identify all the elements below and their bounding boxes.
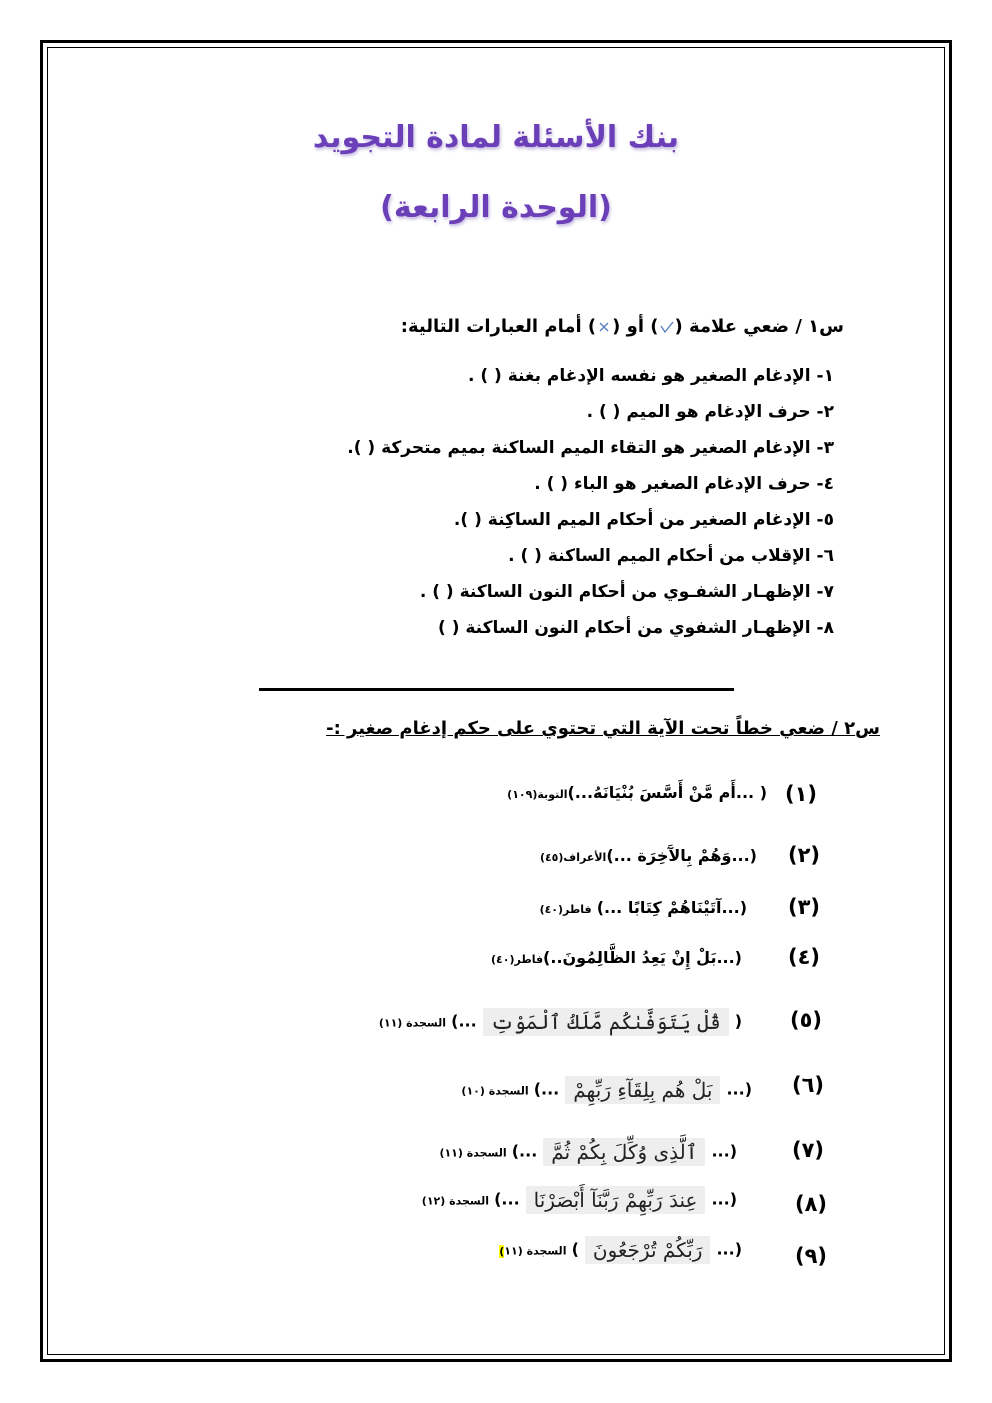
ayah-reference: السجدة (١٠) (461, 1084, 529, 1098)
ayah-reference: الأعراف(٤٥) (539, 851, 607, 864)
ayah-reference (499, 1245, 566, 1258)
q1-item: ٧- الإظهـار الشفـوي من أحكام النون الساكنة ( ) . (419, 582, 834, 602)
ayah-line (439, 1138, 737, 1166)
q1-item: ٣- الإدغام الصغير هو التقاء الميم الساكنة بميم متحركة ( ). (347, 438, 834, 458)
checkmark-icon (659, 319, 675, 335)
ayah-image: قُلْ يَتَوَفَّىٰكُم مَّلَكُ ٱلْمَوْتِ (483, 1008, 729, 1036)
ayah-text: ( ...أَم مَّنْ أَسَّسَ بُنْيَانَهُ...) (567, 783, 767, 802)
page-title: بنك الأسئلة لمادة التجويد (312, 120, 680, 155)
item-number: (٣) (787, 895, 820, 919)
ayah-line (379, 1008, 742, 1036)
ayah-open: (... (716, 1239, 742, 1259)
ayah-reference: السجدة (١١) (439, 1146, 507, 1160)
highlighted-paren: ) (499, 1244, 505, 1258)
question-1-text-end: ) أمام العبارات التالية: (400, 316, 597, 337)
section-divider (259, 688, 734, 691)
x-mark-icon (596, 319, 612, 335)
item-number: (١) (784, 782, 817, 806)
ayah-line (507, 783, 767, 802)
ayah-open: (... (711, 1141, 737, 1161)
item-number: (٧) (791, 1138, 824, 1162)
ayah-line (540, 898, 747, 917)
ayah-line (461, 1076, 752, 1104)
ayah-close: ...) (451, 1011, 477, 1031)
ayah-line (540, 846, 757, 865)
item-number: (٩) (794, 1244, 827, 1268)
ayah-text: (...آتَيْنَاهُمْ كِتَابًا ...) (596, 898, 747, 917)
item-number: (٢) (787, 843, 820, 867)
q1-item: ٤- حرف الإدغام الصغير هو الباء ( ) . (534, 474, 834, 494)
ayah-open: (... (711, 1189, 737, 1209)
ayah-line (422, 1186, 737, 1214)
ayah-close: ...) (494, 1189, 520, 1209)
item-number: (٨) (794, 1192, 827, 1216)
q1-item: ١- الإدغام الصغير هو نفسه الإدغام بغنة ( ) . (467, 366, 834, 386)
ayah-reference: التوبة(١٠٩) (507, 788, 568, 801)
question-1-text-mid: ) أو ( (612, 316, 659, 337)
ayah-reference: فاطر(٤٠) (539, 903, 592, 916)
ayah-image: عِندَ رَبِّهِمْ رَبَّنَآ أَبْصَرْنَا (526, 1186, 706, 1214)
ayah-reference: السجدة (١٢) (421, 1194, 489, 1208)
ayah-line (499, 1236, 742, 1264)
question-2-label: س٢ / ضعي خطاً تحت الآية التي تحتوي على حكم إدغام صغير :- (326, 718, 880, 739)
ayah-image: بَلْ هُم بِلِقَآءِ رَبِّهِمْ (565, 1076, 720, 1104)
ayah-text: (...بَلْ إِنْ يَعِدُ الظَّالِمُونَ..) (543, 948, 742, 967)
item-number: (٤) (787, 945, 820, 969)
ayah-reference: فاطر(٤٠) (491, 953, 544, 966)
ayah-open: (... (726, 1079, 752, 1099)
ayah-line (491, 948, 742, 967)
ayah-close: ) (571, 1239, 579, 1259)
q1-item: ٨- الإظهـار الشفوي من أحكام النون الساكنة ( ) (438, 618, 834, 638)
item-number: (٦) (791, 1073, 824, 1097)
page-subtitle: (الوحدة الرابعة) (380, 190, 612, 225)
ayah-image: رَبِّكُمْ تُرْجَعُونَ (585, 1236, 711, 1264)
ayah-open: ( (734, 1011, 742, 1031)
ayah-close: ...) (511, 1141, 538, 1161)
ayah-close: ...) (533, 1079, 560, 1099)
ayah-text: (...وَهُمْ بِالآَخِرَة ...) (606, 846, 757, 865)
ayah-image: ٱلَّذِى وُكِّلَ بِكُمْ ثُمَّ (543, 1138, 705, 1166)
question-1-label (401, 316, 844, 337)
item-number: (٥) (789, 1008, 822, 1032)
question-1-text-start: س١ / ضعي علامة ( (674, 316, 844, 337)
q1-item: ٢- حرف الإدغام هو الميم ( ) . (586, 402, 834, 422)
q1-item: ٥- الإدغام الصغير من أحكام الميم الساكِنة ( ). (453, 510, 834, 530)
q1-item: ٦- الإقلاب من أحكام الميم الساكنة ( ) . (508, 546, 834, 566)
ayah-reference-text: السجدة (١١ (504, 1244, 567, 1258)
ayah-reference: السجدة (١١) (378, 1016, 447, 1030)
